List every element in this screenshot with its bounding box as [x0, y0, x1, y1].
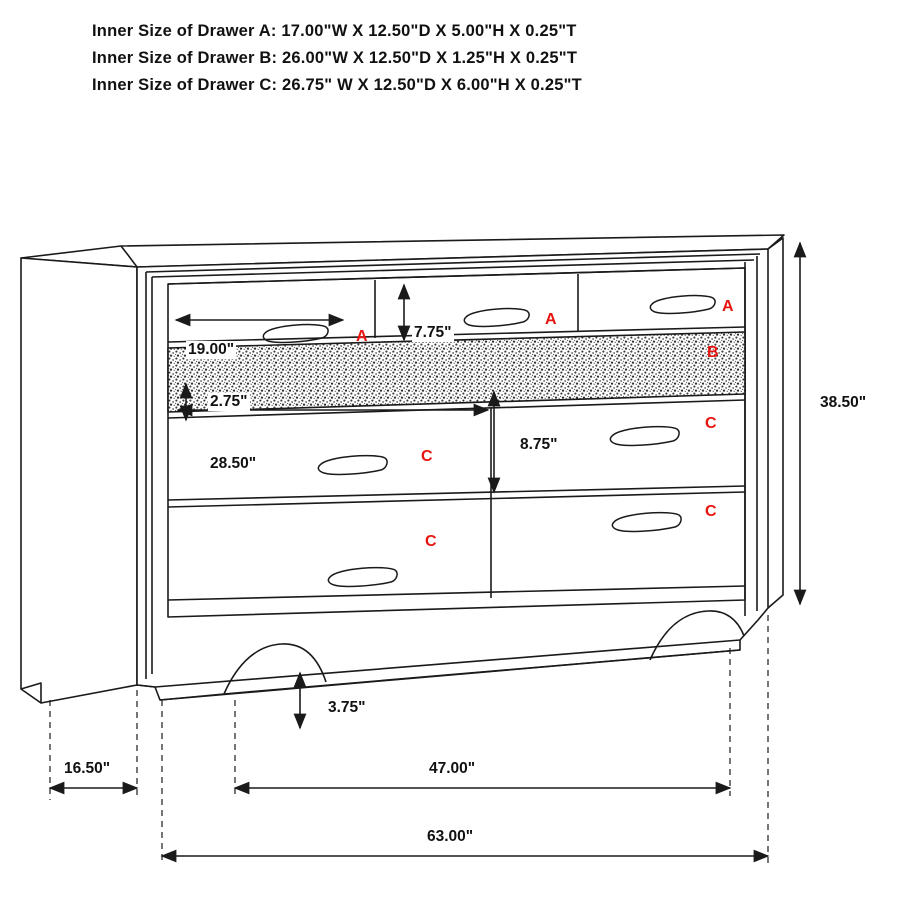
- spec-line-drawer-a: Inner Size of Drawer A: 17.00"W X 12.50"D X 5.00"H X 0.25"T: [92, 22, 577, 40]
- dim-label-total-width: 63.00": [427, 828, 474, 845]
- dim-label-drawer-a-width: 19.00": [188, 341, 235, 358]
- dim-label-depth: 16.50": [64, 760, 111, 777]
- tag-c-upper-left: C: [421, 448, 433, 465]
- tag-a-left: A: [356, 328, 368, 345]
- tag-b-right: B: [707, 344, 719, 361]
- tag-a-center: A: [545, 311, 557, 328]
- dim-label-drawer-a-height: 7.75": [414, 324, 452, 341]
- dim-label-drawer-c-height: 8.75": [520, 436, 558, 453]
- dim-label-drawer-c-width: 28.50": [210, 455, 257, 472]
- tag-a-right: A: [722, 298, 734, 315]
- tag-c-upper-right: C: [705, 415, 717, 432]
- spec-line-drawer-b: Inner Size of Drawer B: 26.00"W X 12.50"D X 1.25"H X 0.25"T: [92, 49, 578, 67]
- dresser-outline: [21, 235, 784, 703]
- dim-label-base-clearance: 3.75": [328, 699, 366, 716]
- dim-label-inner-width: 47.00": [429, 760, 476, 777]
- tag-c-lower-right: C: [705, 503, 717, 520]
- dim-label-drawer-b-height: 2.75": [210, 393, 248, 410]
- tag-c-lower-left: C: [425, 533, 437, 550]
- dim-label-total-height: 38.50": [820, 394, 867, 411]
- spec-line-drawer-c: Inner Size of Drawer C: 26.75" W X 12.50"D X 6.00"H X 0.25"T: [92, 76, 582, 94]
